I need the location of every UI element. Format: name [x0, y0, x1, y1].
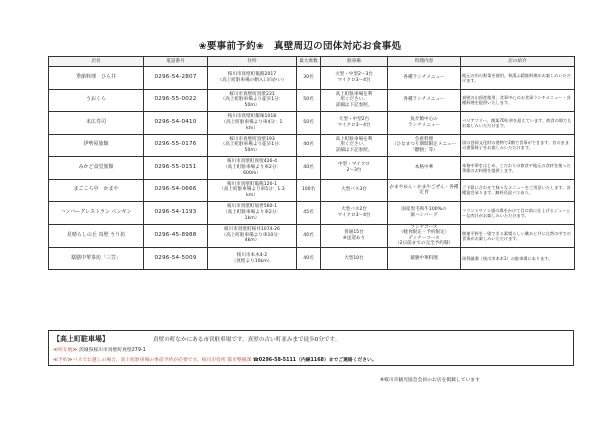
parking-info: 大型10台: [321, 247, 388, 270]
phone-number: 0296-54-0666: [144, 179, 208, 202]
address: 桜川市真壁町真壁426-4 （高上町駐車場より車2分： 600m）: [208, 157, 297, 180]
shop-name: 薬膳中華茶坊「三笠」: [49, 247, 144, 270]
shop-name: うおくら: [49, 89, 144, 112]
table-row: [49, 134, 575, 157]
parking-info: 高上町駐車場を利 用ください。 詳細は下記参照。: [321, 89, 388, 112]
phone-number: 0296-55-0176: [144, 134, 208, 157]
restaurant-table: [48, 56, 575, 270]
phone-number: 0296-54-5009: [144, 247, 208, 270]
address: 桜川市真壁町亀熊120-1 （高上町駐車場より車5分：1.3 km）: [208, 179, 297, 202]
address: 桜川市真壁町真壁193 （高上町駐車場より徒歩1分： 50m）: [208, 134, 297, 157]
max-seats: 50名: [297, 89, 321, 112]
header-parking: 駐車場: [321, 57, 388, 67]
menu-content: 魚介類中心の ランチメニュー: [388, 112, 461, 135]
menu-content: 各種ランチメニュー: [388, 67, 461, 90]
header-tel: 電話番号: [144, 57, 208, 67]
phone-number: 0296-55-0151: [144, 157, 208, 180]
header-menu: 料理内容: [388, 57, 461, 67]
phone-number: 0296-54-1193: [144, 202, 208, 225]
max-seats: 40名: [297, 134, 321, 157]
phone-number: 0296-54-0410: [144, 112, 208, 135]
parking-info: 大型バス3台: [321, 179, 388, 202]
max-seats: 30名: [297, 67, 321, 90]
shop-intro: フランスワイン通の場をかけて目の前に仕上げるジューシーな肉汁がお楽しみいただけます。: [461, 202, 575, 225]
header-intro: 店の紹介: [461, 57, 575, 67]
menu-content: 薬膳中華料理: [388, 247, 461, 270]
table-row: [49, 157, 575, 180]
max-seats: 40名: [297, 247, 321, 270]
reservation-text: ≪予約≫バスでお越しの場合、高上町駐車場の事前予約が必要です。桜川市役所 都市整備課: [53, 358, 252, 363]
parking-description: 真壁の町なかにある市営駐車場です。真壁の古い町並みまで徒歩0分です。: [153, 337, 341, 343]
menu-content: 各種ランチメニュー: [388, 89, 461, 112]
shop-intro: バリアフリー。創業70年余を迎えています。飲食の場でもお楽しみいただけます。: [461, 112, 575, 135]
shop-name: 末広寿司: [49, 112, 144, 135]
parking-info: 中型・マイクロ 2〜3台: [321, 157, 388, 180]
footnote: ※桜川市観光協会会員のお店を掲載しています: [380, 378, 480, 383]
reservation-note: [53, 356, 377, 363]
phone-number: 0296-54-2807: [144, 67, 208, 90]
address: 桜川市本木4-2 （真壁より10km）: [208, 247, 297, 270]
shop-name: みかど食堂旅館: [49, 157, 144, 180]
page-title: ❀要事前予約❀ 真壁周辺の団体対応お食事処: [198, 41, 402, 52]
address: 桜川市真壁町飯塚1018 （高上町駐車場より車4分：1 km）: [208, 112, 297, 135]
header-seats: 最大席数: [297, 57, 321, 67]
table-body: [49, 67, 575, 270]
menu-content: 会席料理 （ひなまつり期間限定メニュー「雛膳」等）: [388, 134, 461, 157]
table-row: [49, 224, 575, 247]
shop-intro: 地元の旬の野菜を使用。和漢ふ精進料理がお楽しみいただけます。: [461, 67, 575, 90]
parking-info-box: [48, 330, 574, 366]
reservation-phone: ☎0296-58-5111（内線1168）までご連絡ください。: [252, 358, 377, 363]
shop-name: 見晴らしの丘 真壁 うり坊: [49, 224, 144, 247]
shop-intro: 関東平野を一望できる素晴らしい眺めと共に自然の中での食事がお楽しみいただけます。: [461, 224, 575, 247]
parking-info: 普通15台 ※送迎あり: [321, 224, 388, 247]
max-seats: 100名: [297, 179, 321, 202]
table-row: [49, 179, 575, 202]
max-seats: 50名: [297, 112, 321, 135]
parking-address-line: [53, 346, 146, 353]
table-row: [49, 67, 575, 90]
header-name: 店名: [49, 57, 144, 67]
parking-info: 大型・中型2〜3台 マイクロ3〜4台: [321, 67, 388, 90]
parking-title: 【高上町駐車場】: [53, 335, 109, 343]
shop-name: 伊勢屋旅館: [49, 134, 144, 157]
address: 桜川市真壁町桜井1074-26 （高上町駐車場より車10分： 4km）: [208, 224, 297, 247]
shop-intro: 本格中華をはじめ、こだわりの飲食や地元の食材を使った季節のお料理を提供します。: [461, 157, 575, 180]
shop-name: まごころ亭 かまや: [49, 179, 144, 202]
phone-number: 0296-45-8988: [144, 224, 208, 247]
menu-content: ランチコース （軽食限定・予約限定） ディナーコース （2日前までの完全予約制）: [388, 224, 461, 247]
shop-intro: ご予算に合わせて様々なメニューをご用意いたします。各種宴会承ります。無料送迎バスあり。: [461, 179, 575, 202]
parking-info: 大型・中型2台 マイクロ3〜4台: [321, 112, 388, 135]
table-row: [49, 247, 575, 270]
shop-intro: 周利厳粛（桜川市本木1）の駐車場にあります。: [461, 247, 575, 270]
parking-address: 茨城県桜川市真壁町真壁279-1: [78, 348, 146, 353]
max-seats: 45名: [297, 202, 321, 225]
shop-intro: 国の登録文化財の建物で2階で食事ができます。昔のままの建築様子をお楽しみいただけます。: [461, 134, 575, 157]
max-seats: 40名: [297, 157, 321, 180]
address: 桜川市真壁町亀熊2017 （高上町駐車場の側入口向かい）: [208, 67, 297, 90]
max-seats: 40名: [297, 224, 321, 247]
address-label: ≪所在地≫: [53, 348, 78, 353]
shop-name: 季節料理 ひら井: [49, 67, 144, 90]
table-row: [49, 89, 575, 112]
shop-name: ハンバーグレストラン ペンギン: [49, 202, 144, 225]
menu-content: 本格中華: [388, 157, 461, 180]
menu-content: 国産黒毛和牛100%の 俵ハンバーグ: [388, 202, 461, 225]
table-header-row: [49, 57, 575, 67]
address: 桜川市真壁町塙世560-1 （高上町駐車場より車2分： 1km）: [208, 202, 297, 225]
parking-info: 高上町駐車場を利 用ください。 詳細は下記参照。: [321, 134, 388, 157]
phone-number: 0296-55-0022: [144, 89, 208, 112]
header-address: 住所: [208, 57, 297, 67]
table-row: [49, 202, 575, 225]
shop-intro: 真壁の山頂産使用、食事中心のお食事ランチメニュー・各種料理を提供いたします。: [461, 89, 575, 112]
parking-info: 大型バス2台 マイクロ3〜4台: [321, 202, 388, 225]
table-row: [49, 112, 575, 135]
menu-content: かまやめん・かまやごぜん・各種定食: [388, 179, 461, 202]
address: 桜川市真壁町真壁231 （高上町駐車場より徒歩1分： 50m）: [208, 89, 297, 112]
